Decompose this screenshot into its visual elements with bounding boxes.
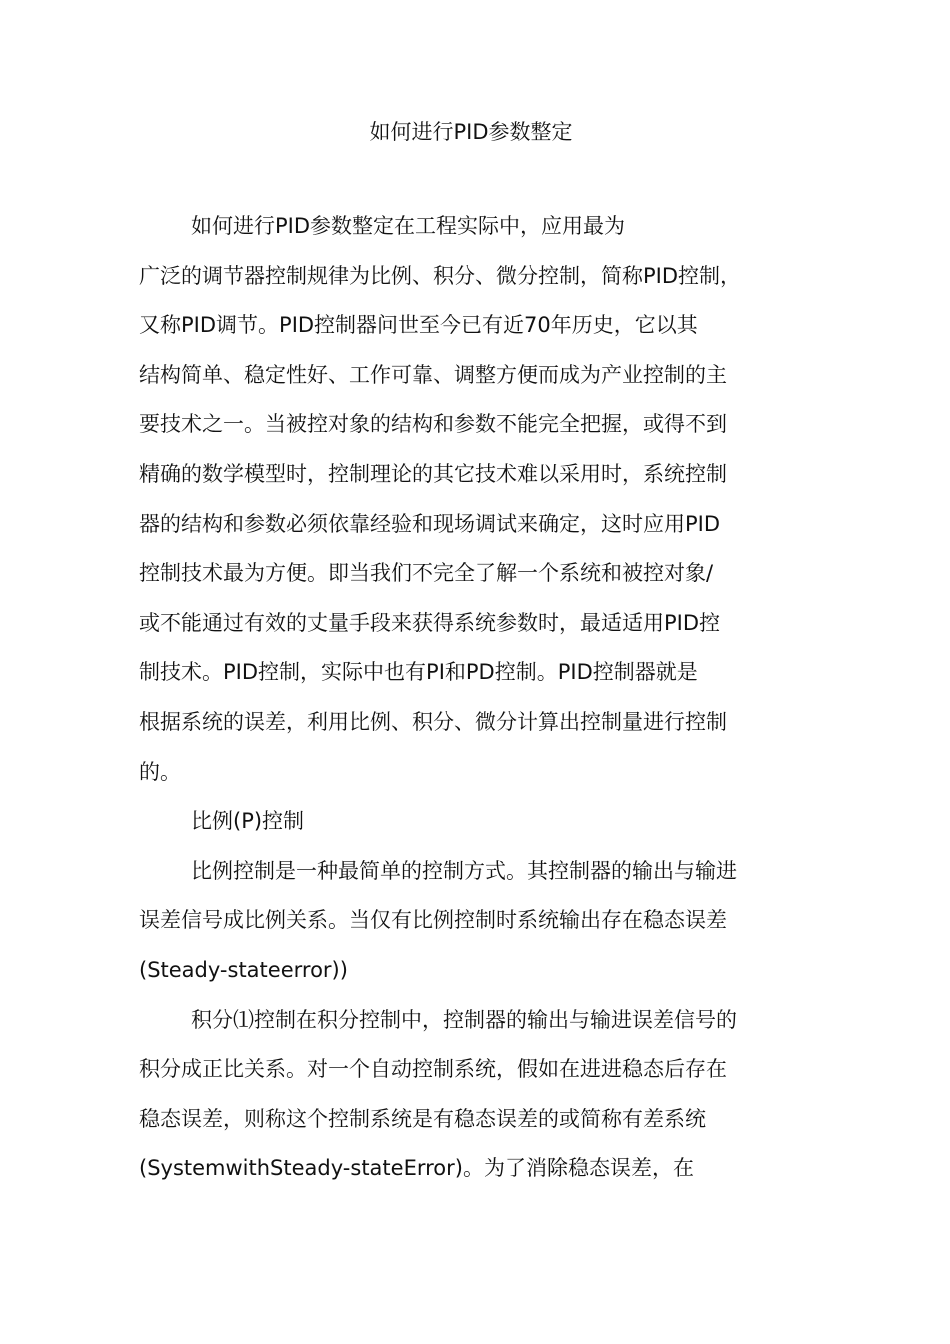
paragraph-line: 或不能通过有效的丈量手段来获得系统参数时，最适适用PID控 (139, 610, 721, 635)
paragraph-line: 稳态误差，则称这个控制系统是有稳态误差的或简称有差系统 (139, 1106, 706, 1131)
paragraph-line: 的。 (139, 759, 181, 784)
paragraph-line: 比例控制是一种最简单的控制方式。其控制器的输出与输进 (191, 858, 737, 883)
section-heading: 比例(P)控制 (191, 809, 305, 834)
document-body (139, 208, 815, 1200)
paragraph-line: 要技术之一。当被控对象的结构和参数不能完全把握，或得不到 (139, 412, 727, 437)
paragraph-line: 积分成正比关系。对一个自动控制系统，假如在进进稳态后存在 (139, 1057, 727, 1082)
document-title: 如何进行PID参数整定 (369, 120, 573, 144)
paragraph-line: 又称PID调节。PID控制器问世至今已有近70年历史，它以其 (139, 313, 698, 338)
paragraph-line: 积分⑴控制在积分控制中，控制器的输出与输进误差信号的 (191, 1007, 737, 1032)
paragraph-line: (Steady-stateerror)) (139, 957, 348, 982)
paragraph-line: 结构简单、稳定性好、工作可靠、调整方便而成为产业控制的主 (139, 362, 727, 387)
paragraph-line: 根据系统的误差，利用比例、积分、微分计算出控制量进行控制 (139, 709, 727, 734)
paragraph-line: 制技术。PID控制，实际中也有PI和PD控制。PID控制器就是 (139, 660, 698, 685)
paragraph-line: 误差信号成比例关系。当仅有比例控制时系统输出存在稳态误差 (139, 908, 727, 933)
paragraph-line: 控制技术最为方便。即当我们不完全了解一个系统和被控对象/ (139, 561, 714, 586)
paragraph-line: 器的结构和参数必须依靠经验和现场调试来确定，这时应用PID (139, 511, 721, 536)
paragraph-line: (SystemwithSteady-stateError)。为了消除稳态误差，在 (139, 1156, 694, 1181)
paragraph-line: 精确的数学模型时，控制理论的其它技术难以采用时，系统控制 (139, 461, 727, 486)
paragraph-line: 如何进行PID参数整定在工程实际中，应用最为 (191, 214, 626, 238)
paragraph-line: 广泛的调节器控制规律为比例、积分、微分控制，简称PID控制， (139, 263, 742, 288)
